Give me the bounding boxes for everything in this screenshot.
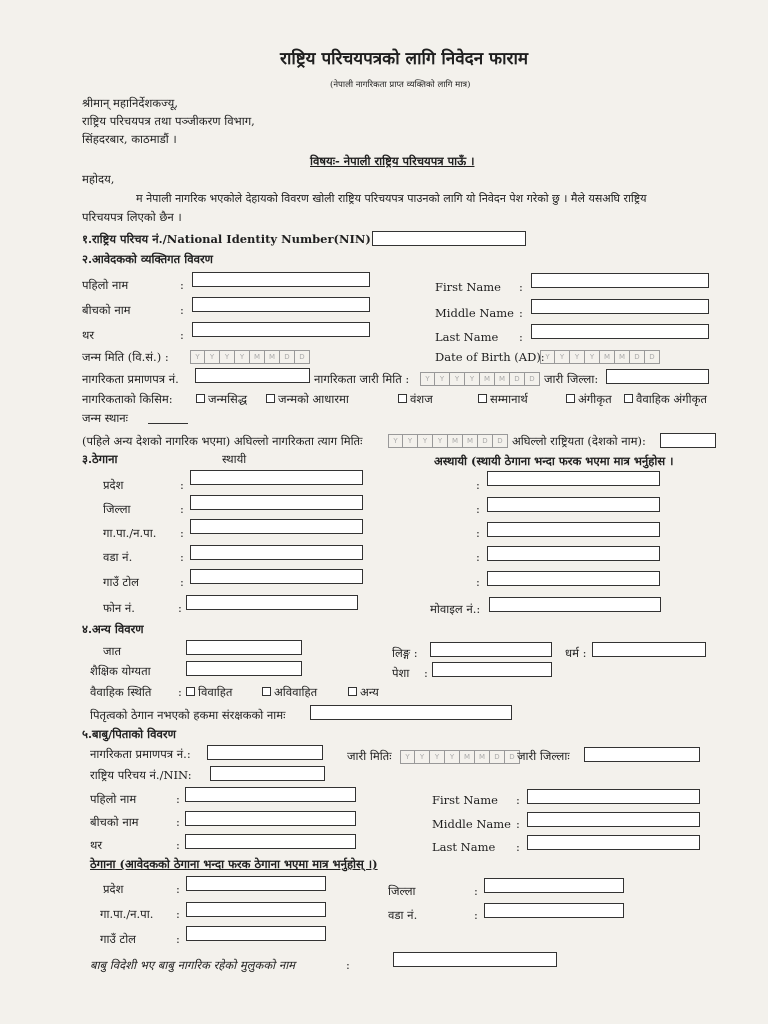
- date-year-digit: Y: [450, 372, 465, 386]
- dob-ad-label: Date of Birth (AD):: [435, 350, 545, 364]
- date-year-digit: Y: [205, 350, 220, 364]
- father-foreign-label: बाबु विदेशी भए बाबु नागरिक रहेको मुलुकको नाम: [90, 958, 296, 972]
- colon: :: [519, 280, 523, 294]
- father-municipality-label: गा.पा./न.पा.: [100, 907, 154, 921]
- citizenship-no-label: नागरिकता प्रमाणपत्र नं.: [82, 372, 179, 386]
- middle-name-en-label: Middle Name: [435, 306, 514, 320]
- date-month-digit: M: [463, 434, 478, 448]
- father-citizenship-no-label: नागरिकता प्रमाणपत्र नं.:: [90, 747, 191, 761]
- date-day-digit: D: [490, 750, 505, 764]
- colon: :: [178, 685, 182, 699]
- colon: :: [178, 601, 182, 615]
- last-name-np-input[interactable]: [192, 322, 370, 337]
- father-nin-label: राष्ट्रिय परिचय नं./NIN:: [90, 768, 192, 782]
- colon: :: [474, 884, 478, 898]
- first-name-en-label: First Name: [435, 280, 501, 294]
- colon: :: [516, 793, 520, 807]
- option-label: जन्मको आधारमा: [278, 392, 349, 406]
- father-address-note-text: ठेगाना (आवेदकको ठेगाना भन्दा फरक ठेगाना भएमा मात्र भर्नुहोस् ।): [90, 857, 378, 871]
- issue-district-label: जारी जिल्ला:: [544, 372, 599, 386]
- ward-label: वडा नं.: [103, 550, 133, 564]
- caste-label: जात: [103, 644, 122, 658]
- section3-title: ३.ठेगाना: [82, 452, 118, 466]
- date-year-digit: Y: [585, 350, 600, 364]
- colon: :: [180, 502, 184, 516]
- father-issue-date-input[interactable]: [400, 750, 520, 764]
- permanent-heading: स्थायी: [222, 452, 247, 466]
- education-label: शैक्षिक योग्यता: [90, 664, 151, 678]
- father-nin-input[interactable]: [210, 766, 325, 781]
- nin-input[interactable]: [372, 231, 526, 246]
- father-last-name-np-input[interactable]: [185, 834, 356, 849]
- father-middle-name-np-label: बीचको नाम: [90, 815, 139, 829]
- birthplace-input[interactable]: [148, 409, 188, 424]
- option-label: जन्मसिद्ध: [208, 392, 248, 406]
- prev-citizenship-input[interactable]: [660, 433, 716, 448]
- date-year-digit: Y: [235, 350, 250, 364]
- father-last-name-np-label: थर: [90, 838, 103, 852]
- gender-input[interactable]: [430, 642, 552, 657]
- date-year-digit: Y: [433, 434, 448, 448]
- date-year-digit: Y: [388, 434, 403, 448]
- father-first-name-np-label: पहिलो नाम: [90, 792, 137, 806]
- temporary-ward-input[interactable]: [487, 546, 660, 561]
- body-line-2: परिचयपत्र लिएको छैन ।: [82, 210, 182, 224]
- checkbox[interactable]: [262, 687, 271, 696]
- father-foreign-country-input[interactable]: [393, 952, 557, 967]
- date-day-digit: D: [525, 372, 540, 386]
- option-label: वंशज: [410, 392, 433, 406]
- colon: :: [180, 550, 184, 564]
- option-label: वैवाहिक अंगीकृत: [636, 392, 707, 406]
- type-option-descent[interactable]: [398, 392, 433, 406]
- date-year-digit: Y: [465, 372, 480, 386]
- colon: :: [180, 278, 184, 292]
- address-line-1: श्रीमान् महानिर्देशकज्यू,: [82, 96, 178, 110]
- salutation: महोदय,: [82, 172, 115, 186]
- checkbox[interactable]: [348, 687, 357, 696]
- issue-district-input[interactable]: [606, 369, 709, 384]
- temporary-tole-input[interactable]: [487, 571, 660, 586]
- father-middle-name-np-input[interactable]: [185, 811, 356, 826]
- dob-bs-input[interactable]: [190, 350, 310, 364]
- colon: :: [346, 958, 350, 972]
- father-address-note: [90, 857, 378, 871]
- date-day-digit: D: [280, 350, 295, 364]
- colon: :: [176, 838, 180, 852]
- permanent-district-input[interactable]: [190, 495, 363, 510]
- citizenship-no-input[interactable]: [195, 368, 310, 383]
- occupation-label: पेशा: [392, 666, 410, 680]
- date-day-digit: D: [645, 350, 660, 364]
- colon: :: [476, 526, 480, 540]
- district-label: जिल्ला: [103, 502, 131, 516]
- date-day-digit: D: [493, 434, 508, 448]
- date-year-digit: Y: [418, 434, 433, 448]
- father-middle-name-en-label: Middle Name: [432, 817, 511, 831]
- first-name-en-input[interactable]: [531, 273, 709, 288]
- date-year-digit: Y: [445, 750, 460, 764]
- father-district-label: जिल्ला: [388, 884, 416, 898]
- type-option-naturalized[interactable]: [566, 392, 612, 406]
- date-day-digit: D: [478, 434, 493, 448]
- municipality-label: गा.पा./न.पा.: [103, 526, 157, 540]
- last-name-np-label: थर: [82, 328, 95, 342]
- option-label: सम्मानार्थ: [490, 392, 528, 406]
- date-year-digit: Y: [220, 350, 235, 364]
- issue-date-input[interactable]: [420, 372, 540, 386]
- colon: :: [176, 792, 180, 806]
- first-name-np-label: पहिलो नाम: [82, 278, 129, 292]
- father-province-label: प्रदेश: [103, 882, 124, 896]
- section2-title: २.आवेदकको व्यक्तिगत विवरण: [82, 252, 214, 266]
- date-year-digit: Y: [430, 750, 445, 764]
- colon: :: [476, 478, 480, 492]
- date-month-digit: M: [448, 434, 463, 448]
- occupation-input[interactable]: [432, 662, 552, 677]
- phone-label: फोन नं.: [103, 601, 135, 615]
- caste-input[interactable]: [186, 640, 302, 655]
- date-month-digit: M: [475, 750, 490, 764]
- date-day-digit: D: [295, 350, 310, 364]
- date-month-digit: M: [495, 372, 510, 386]
- checkbox[interactable]: [266, 394, 275, 403]
- type-option-honorary[interactable]: [478, 392, 528, 406]
- date-year-digit: Y: [540, 350, 555, 364]
- first-name-np-input[interactable]: [192, 272, 370, 287]
- permanent-ward-input[interactable]: [190, 545, 363, 560]
- colon: :: [516, 840, 520, 854]
- address-line-3: सिंहदरबार, काठमाडौं ।: [82, 132, 177, 146]
- colon: :: [519, 330, 523, 344]
- colon: :: [476, 575, 480, 589]
- form-subtitle: (नेपाली नागरिकता प्राप्त व्यक्तिको लागि मात्र): [330, 80, 471, 90]
- father-municipality-input[interactable]: [186, 902, 326, 917]
- colon: :: [180, 303, 184, 317]
- phone-input[interactable]: [186, 595, 358, 610]
- father-ward-input[interactable]: [484, 903, 624, 918]
- colon: :: [176, 932, 180, 946]
- father-ward-label: वडा नं.: [388, 908, 418, 922]
- religion-label: धर्म :: [565, 646, 587, 660]
- colon: :: [424, 666, 428, 680]
- father-first-name-np-input[interactable]: [185, 787, 356, 802]
- colon: :: [180, 478, 184, 492]
- father-tole-label: गाउँ टोल: [100, 932, 136, 946]
- education-input[interactable]: [186, 661, 302, 676]
- colon: :: [474, 908, 478, 922]
- section5-title: ५.बाबु/पिताको विवरण: [82, 727, 176, 741]
- date-year-digit: Y: [570, 350, 585, 364]
- date-day-digit: D: [505, 750, 520, 764]
- marital-option-married[interactable]: [186, 685, 232, 699]
- date-month-digit: M: [600, 350, 615, 364]
- province-label: प्रदेश: [103, 478, 124, 492]
- colon: :: [176, 882, 180, 896]
- mobile-label: मोवाइल नं.:: [430, 602, 481, 616]
- temporary-municipality-input[interactable]: [487, 522, 660, 537]
- birthplace-label: जन्म स्थानः: [82, 411, 128, 425]
- father-district-input[interactable]: [484, 878, 624, 893]
- option-label: अंगीकृत: [578, 392, 612, 406]
- checkbox[interactable]: [624, 394, 633, 403]
- nin-label: १.राष्ट्रिय परिचय नं./National Identity Number(NIN): [82, 232, 371, 246]
- permanent-tole-input[interactable]: [190, 569, 363, 584]
- option-label: अविवाहित: [274, 685, 318, 699]
- middle-name-np-input[interactable]: [192, 297, 370, 312]
- checkbox[interactable]: [478, 394, 487, 403]
- body-line-1: म नेपाली नागरिक भएकोले देहायको विवरण खोली राष्ट्रिय परिचयपत्र पाउनको लागि यो निवेदन पेश गरेको छु । मैले यसअघि राष्ट्रिय: [136, 192, 647, 205]
- colon: :: [176, 907, 180, 921]
- type-option-birth-basis[interactable]: [266, 392, 349, 406]
- father-issue-district-input[interactable]: [584, 747, 700, 762]
- checkbox[interactable]: [566, 394, 575, 403]
- date-year-digit: Y: [190, 350, 205, 364]
- mobile-input[interactable]: [489, 597, 661, 612]
- date-month-digit: M: [460, 750, 475, 764]
- date-month-digit: M: [615, 350, 630, 364]
- date-year-digit: Y: [555, 350, 570, 364]
- section4-title: ४.अन्य विवरण: [82, 622, 144, 636]
- type-option-birth[interactable]: [196, 392, 247, 406]
- renounce-label: (पहिले अन्य देशको नागरिक भएमा) अघिल्लो नागरिकता त्याग मितिः: [82, 434, 363, 448]
- checkbox[interactable]: [398, 394, 407, 403]
- address-line-2: राष्ट्रिय परिचयपत्र तथा पञ्जीकरण विभाग,: [82, 114, 255, 128]
- religion-input[interactable]: [592, 642, 706, 657]
- colon: :: [180, 328, 184, 342]
- middle-name-en-input[interactable]: [531, 299, 709, 314]
- option-label: विवाहित: [198, 685, 233, 699]
- father-first-name-en-input[interactable]: [527, 789, 700, 804]
- subject-line: विषयः- नेपाली राष्ट्रिय परिचयपत्र पाऊँ ।: [310, 154, 475, 168]
- date-month-digit: M: [265, 350, 280, 364]
- marital-label: वैवाहिक स्थिति: [90, 685, 152, 699]
- last-name-en-label: Last Name: [435, 330, 499, 344]
- marital-option-unmarried[interactable]: [262, 685, 317, 699]
- checkbox[interactable]: [186, 687, 195, 696]
- citizenship-type-label: नागरिकताको किसिम:: [82, 392, 173, 406]
- form-title: राष्ट्रिय परिचयपत्रको लागि निवेदन फाराम: [280, 49, 529, 69]
- colon: :: [476, 502, 480, 516]
- issue-date-label: नागरिकता जारी मिति :: [314, 372, 410, 386]
- date-year-digit: Y: [435, 372, 450, 386]
- father-last-name-en-input[interactable]: [527, 835, 700, 850]
- colon: :: [180, 526, 184, 540]
- date-year-digit: Y: [420, 372, 435, 386]
- colon: :: [476, 550, 480, 564]
- guardian-input[interactable]: [310, 705, 512, 720]
- colon: :: [516, 817, 520, 831]
- date-year-digit: Y: [400, 750, 415, 764]
- option-label: अन्य: [360, 685, 379, 699]
- prev-citizenship-label: अघिल्लो राष्ट्रियता (देशको नाम):: [512, 434, 646, 448]
- tole-label: गाउँ टोल: [103, 575, 139, 589]
- father-last-name-en-label: Last Name: [432, 840, 496, 854]
- father-citizenship-no-input[interactable]: [207, 745, 323, 760]
- dob-bs-label: जन्म मिति (वि.सं.) :: [82, 350, 169, 364]
- date-month-digit: M: [480, 372, 495, 386]
- gender-label: लिङ्ग :: [392, 646, 418, 660]
- guardian-label: पितृत्वको ठेगान नभएको हकमा संरक्षकको नामः: [90, 708, 286, 722]
- date-day-digit: D: [510, 372, 525, 386]
- marital-option-other[interactable]: [348, 685, 379, 699]
- temporary-province-input[interactable]: [487, 471, 660, 486]
- middle-name-np-label: बीचको नाम: [82, 303, 131, 317]
- colon: :: [519, 306, 523, 320]
- last-name-en-input[interactable]: [531, 324, 709, 339]
- temporary-heading: अस्थायी (स्थायी ठेगाना भन्दा फरक भएमा मात्र भर्नुहोस ।: [434, 454, 674, 468]
- father-issue-district-label: जारी जिल्लाः: [517, 749, 570, 763]
- date-month-digit: M: [250, 350, 265, 364]
- type-option-marital-naturalized[interactable]: [624, 392, 707, 406]
- renounce-date-input[interactable]: [388, 434, 508, 448]
- father-middle-name-en-input[interactable]: [527, 812, 700, 827]
- father-province-input[interactable]: [186, 876, 326, 891]
- father-first-name-en-label: First Name: [432, 793, 498, 807]
- checkbox[interactable]: [196, 394, 205, 403]
- temporary-district-input[interactable]: [487, 497, 660, 512]
- father-tole-input[interactable]: [186, 926, 326, 941]
- permanent-municipality-input[interactable]: [190, 519, 363, 534]
- colon: :: [180, 575, 184, 589]
- date-day-digit: D: [630, 350, 645, 364]
- permanent-province-input[interactable]: [190, 470, 363, 485]
- father-issue-date-label: जारी मितिः: [347, 749, 392, 763]
- date-year-digit: Y: [403, 434, 418, 448]
- dob-ad-input[interactable]: [540, 350, 660, 364]
- date-year-digit: Y: [415, 750, 430, 764]
- colon: :: [176, 815, 180, 829]
